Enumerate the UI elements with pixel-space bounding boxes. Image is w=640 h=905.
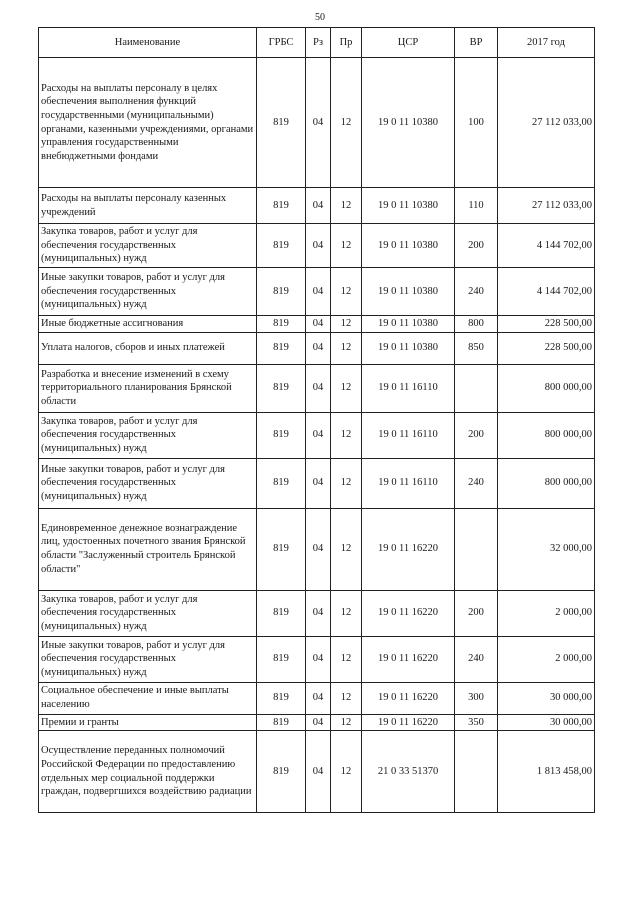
table-cell-grbs: 819 — [257, 58, 306, 188]
table-row — [39, 636, 595, 682]
table-row — [39, 332, 595, 364]
table-cell-amount: 2 000,00 — [498, 590, 595, 636]
table-cell-name: Единовременное денежное вознаграждение лиц, удостоенных почетного звания Брянской области "Заслуженный строитель Брянской области" — [39, 508, 257, 590]
table-cell-grbs: 819 — [257, 412, 306, 458]
table-cell-name: Иные закупки товаров, работ и услуг для обеспечения государственных (муниципальных) нужд — [39, 636, 257, 682]
table-cell-name: Иные закупки товаров, работ и услуг для обеспечения государственных (муниципальных) нужд — [39, 267, 257, 315]
table-row — [39, 364, 595, 412]
table-cell-amount: 1 813 458,00 — [498, 731, 595, 813]
table-cell-grbs: 819 — [257, 458, 306, 508]
table-cell-vr: 850 — [455, 332, 498, 364]
table-cell-grbs: 819 — [257, 731, 306, 813]
table-cell-rz: 04 — [306, 412, 331, 458]
table-cell-name: Разработка и внесение изменений в схему территориального планирования Брянской области — [39, 364, 257, 412]
table-cell-vr: 100 — [455, 58, 498, 188]
table-cell-name: Иные закупки товаров, работ и услуг для обеспечения государственных (муниципальных) нужд — [39, 458, 257, 508]
table-cell-rz: 04 — [306, 458, 331, 508]
table-cell-grbs: 819 — [257, 590, 306, 636]
table-cell-pr: 12 — [331, 332, 362, 364]
table-cell-amount: 4 144 702,00 — [498, 267, 595, 315]
table-cell-vr: 200 — [455, 412, 498, 458]
table-cell-name: Закупка товаров, работ и услуг для обеспечения государственных (муниципальных) нужд — [39, 412, 257, 458]
table-cell-vr: 200 — [455, 224, 498, 268]
table-row — [39, 224, 595, 268]
table-cell-grbs: 819 — [257, 188, 306, 224]
header-year: 2017 год — [498, 28, 595, 58]
table-cell-csr: 19 0 11 10380 — [362, 58, 455, 188]
table-cell-rz: 04 — [306, 364, 331, 412]
table-cell-amount: 228 500,00 — [498, 315, 595, 332]
table-cell-amount: 2 000,00 — [498, 636, 595, 682]
table-cell-csr: 19 0 11 10380 — [362, 267, 455, 315]
table-cell-grbs: 819 — [257, 332, 306, 364]
table-cell-pr: 12 — [331, 714, 362, 731]
header-csr: ЦСР — [362, 28, 455, 58]
table-cell-name: Закупка товаров, работ и услуг для обеспечения государственных (муниципальных) нужд — [39, 224, 257, 268]
table-cell-grbs: 819 — [257, 636, 306, 682]
table-header-row — [39, 28, 595, 58]
table-cell-vr: 200 — [455, 590, 498, 636]
table-cell-name: Расходы на выплаты персоналу казенных учреждений — [39, 188, 257, 224]
table-cell-name: Закупка товаров, работ и услуг для обеспечения государственных (муниципальных) нужд — [39, 590, 257, 636]
table-cell-vr: 240 — [455, 267, 498, 315]
budget-table — [38, 27, 595, 813]
table-cell-vr: 110 — [455, 188, 498, 224]
table-cell-rz: 04 — [306, 714, 331, 731]
table-cell-grbs: 819 — [257, 508, 306, 590]
table-cell-rz: 04 — [306, 58, 331, 188]
table-cell-rz: 04 — [306, 188, 331, 224]
table-cell-amount: 27 112 033,00 — [498, 188, 595, 224]
table-row — [39, 508, 595, 590]
table-cell-pr: 12 — [331, 188, 362, 224]
table-cell-grbs: 819 — [257, 267, 306, 315]
table-cell-pr: 12 — [331, 731, 362, 813]
table-cell-rz: 04 — [306, 508, 331, 590]
table-cell-rz: 04 — [306, 636, 331, 682]
header-vr: ВР — [455, 28, 498, 58]
table-cell-vr: 240 — [455, 636, 498, 682]
table-cell-pr: 12 — [331, 458, 362, 508]
table-cell-grbs: 819 — [257, 682, 306, 714]
table-cell-pr: 12 — [331, 682, 362, 714]
table-cell-pr: 12 — [331, 508, 362, 590]
table-cell-pr: 12 — [331, 58, 362, 188]
table-row — [39, 731, 595, 813]
table-cell-amount: 800 000,00 — [498, 412, 595, 458]
table-cell-amount: 4 144 702,00 — [498, 224, 595, 268]
table-row — [39, 315, 595, 332]
table-cell-csr: 19 0 11 10380 — [362, 188, 455, 224]
table-cell-csr: 19 0 11 16220 — [362, 636, 455, 682]
table-cell-amount: 800 000,00 — [498, 364, 595, 412]
header-grbs: ГРБС — [257, 28, 306, 58]
header-name: Наименование — [39, 28, 257, 58]
table-cell-vr: 350 — [455, 714, 498, 731]
table-cell-rz: 04 — [306, 682, 331, 714]
table-cell-name: Премии и гранты — [39, 714, 257, 731]
table-cell-vr — [455, 508, 498, 590]
table-cell-rz: 04 — [306, 224, 331, 268]
table-cell-vr: 800 — [455, 315, 498, 332]
table-cell-amount: 30 000,00 — [498, 714, 595, 731]
table-cell-grbs: 819 — [257, 315, 306, 332]
table-cell-name: Иные бюджетные ассигнования — [39, 315, 257, 332]
table-cell-vr: 300 — [455, 682, 498, 714]
table-cell-pr: 12 — [331, 590, 362, 636]
table-cell-csr: 19 0 11 16220 — [362, 682, 455, 714]
table-cell-csr: 19 0 11 16110 — [362, 458, 455, 508]
table-cell-grbs: 819 — [257, 224, 306, 268]
table-cell-grbs: 819 — [257, 364, 306, 412]
table-cell-name: Расходы на выплаты персоналу в целях обеспечения выполнения функций государственными (муниципальными) органами, казенными учреждениями, органами управления государственными внебюджетными фондами — [39, 58, 257, 188]
table-cell-pr: 12 — [331, 224, 362, 268]
table-cell-vr — [455, 364, 498, 412]
table-row — [39, 412, 595, 458]
table-row — [39, 58, 595, 188]
table-cell-rz: 04 — [306, 332, 331, 364]
table-cell-amount: 228 500,00 — [498, 332, 595, 364]
table-row — [39, 590, 595, 636]
table-cell-name: Социальное обеспечение и иные выплаты населению — [39, 682, 257, 714]
table-cell-pr: 12 — [331, 636, 362, 682]
table-cell-grbs: 819 — [257, 714, 306, 731]
table-cell-csr: 19 0 11 16220 — [362, 714, 455, 731]
table-cell-pr: 12 — [331, 364, 362, 412]
table-cell-csr: 19 0 11 16110 — [362, 412, 455, 458]
header-pr: Пр — [331, 28, 362, 58]
header-rz: Рз — [306, 28, 331, 58]
table-cell-amount: 30 000,00 — [498, 682, 595, 714]
page-number: 50 — [315, 12, 325, 23]
table-cell-vr — [455, 731, 498, 813]
table-cell-rz: 04 — [306, 315, 331, 332]
table-cell-csr: 19 0 11 10380 — [362, 315, 455, 332]
table-cell-csr: 19 0 11 16220 — [362, 508, 455, 590]
table-cell-pr: 12 — [331, 267, 362, 315]
table-cell-name: Осуществление переданных полномочий Российской Федерации по предоставлению отдельных мер социальной поддержки граждан, подвергшихся воздействию радиации — [39, 731, 257, 813]
table-cell-amount: 32 000,00 — [498, 508, 595, 590]
table-row — [39, 458, 595, 508]
table-cell-rz: 04 — [306, 731, 331, 813]
table-row — [39, 267, 595, 315]
table-body — [39, 58, 595, 813]
table-cell-vr: 240 — [455, 458, 498, 508]
table-row — [39, 714, 595, 731]
table-cell-csr: 19 0 11 16220 — [362, 590, 455, 636]
table-cell-amount: 27 112 033,00 — [498, 58, 595, 188]
table-cell-pr: 12 — [331, 315, 362, 332]
table-cell-rz: 04 — [306, 267, 331, 315]
table-cell-rz: 04 — [306, 590, 331, 636]
table-cell-csr: 19 0 11 10380 — [362, 224, 455, 268]
table-cell-pr: 12 — [331, 412, 362, 458]
table-cell-name: Уплата налогов, сборов и иных платежей — [39, 332, 257, 364]
table-cell-amount: 800 000,00 — [498, 458, 595, 508]
table-cell-csr: 19 0 11 10380 — [362, 332, 455, 364]
table-row — [39, 188, 595, 224]
table-cell-csr: 19 0 11 16110 — [362, 364, 455, 412]
table-row — [39, 682, 595, 714]
table-cell-csr: 21 0 33 51370 — [362, 731, 455, 813]
